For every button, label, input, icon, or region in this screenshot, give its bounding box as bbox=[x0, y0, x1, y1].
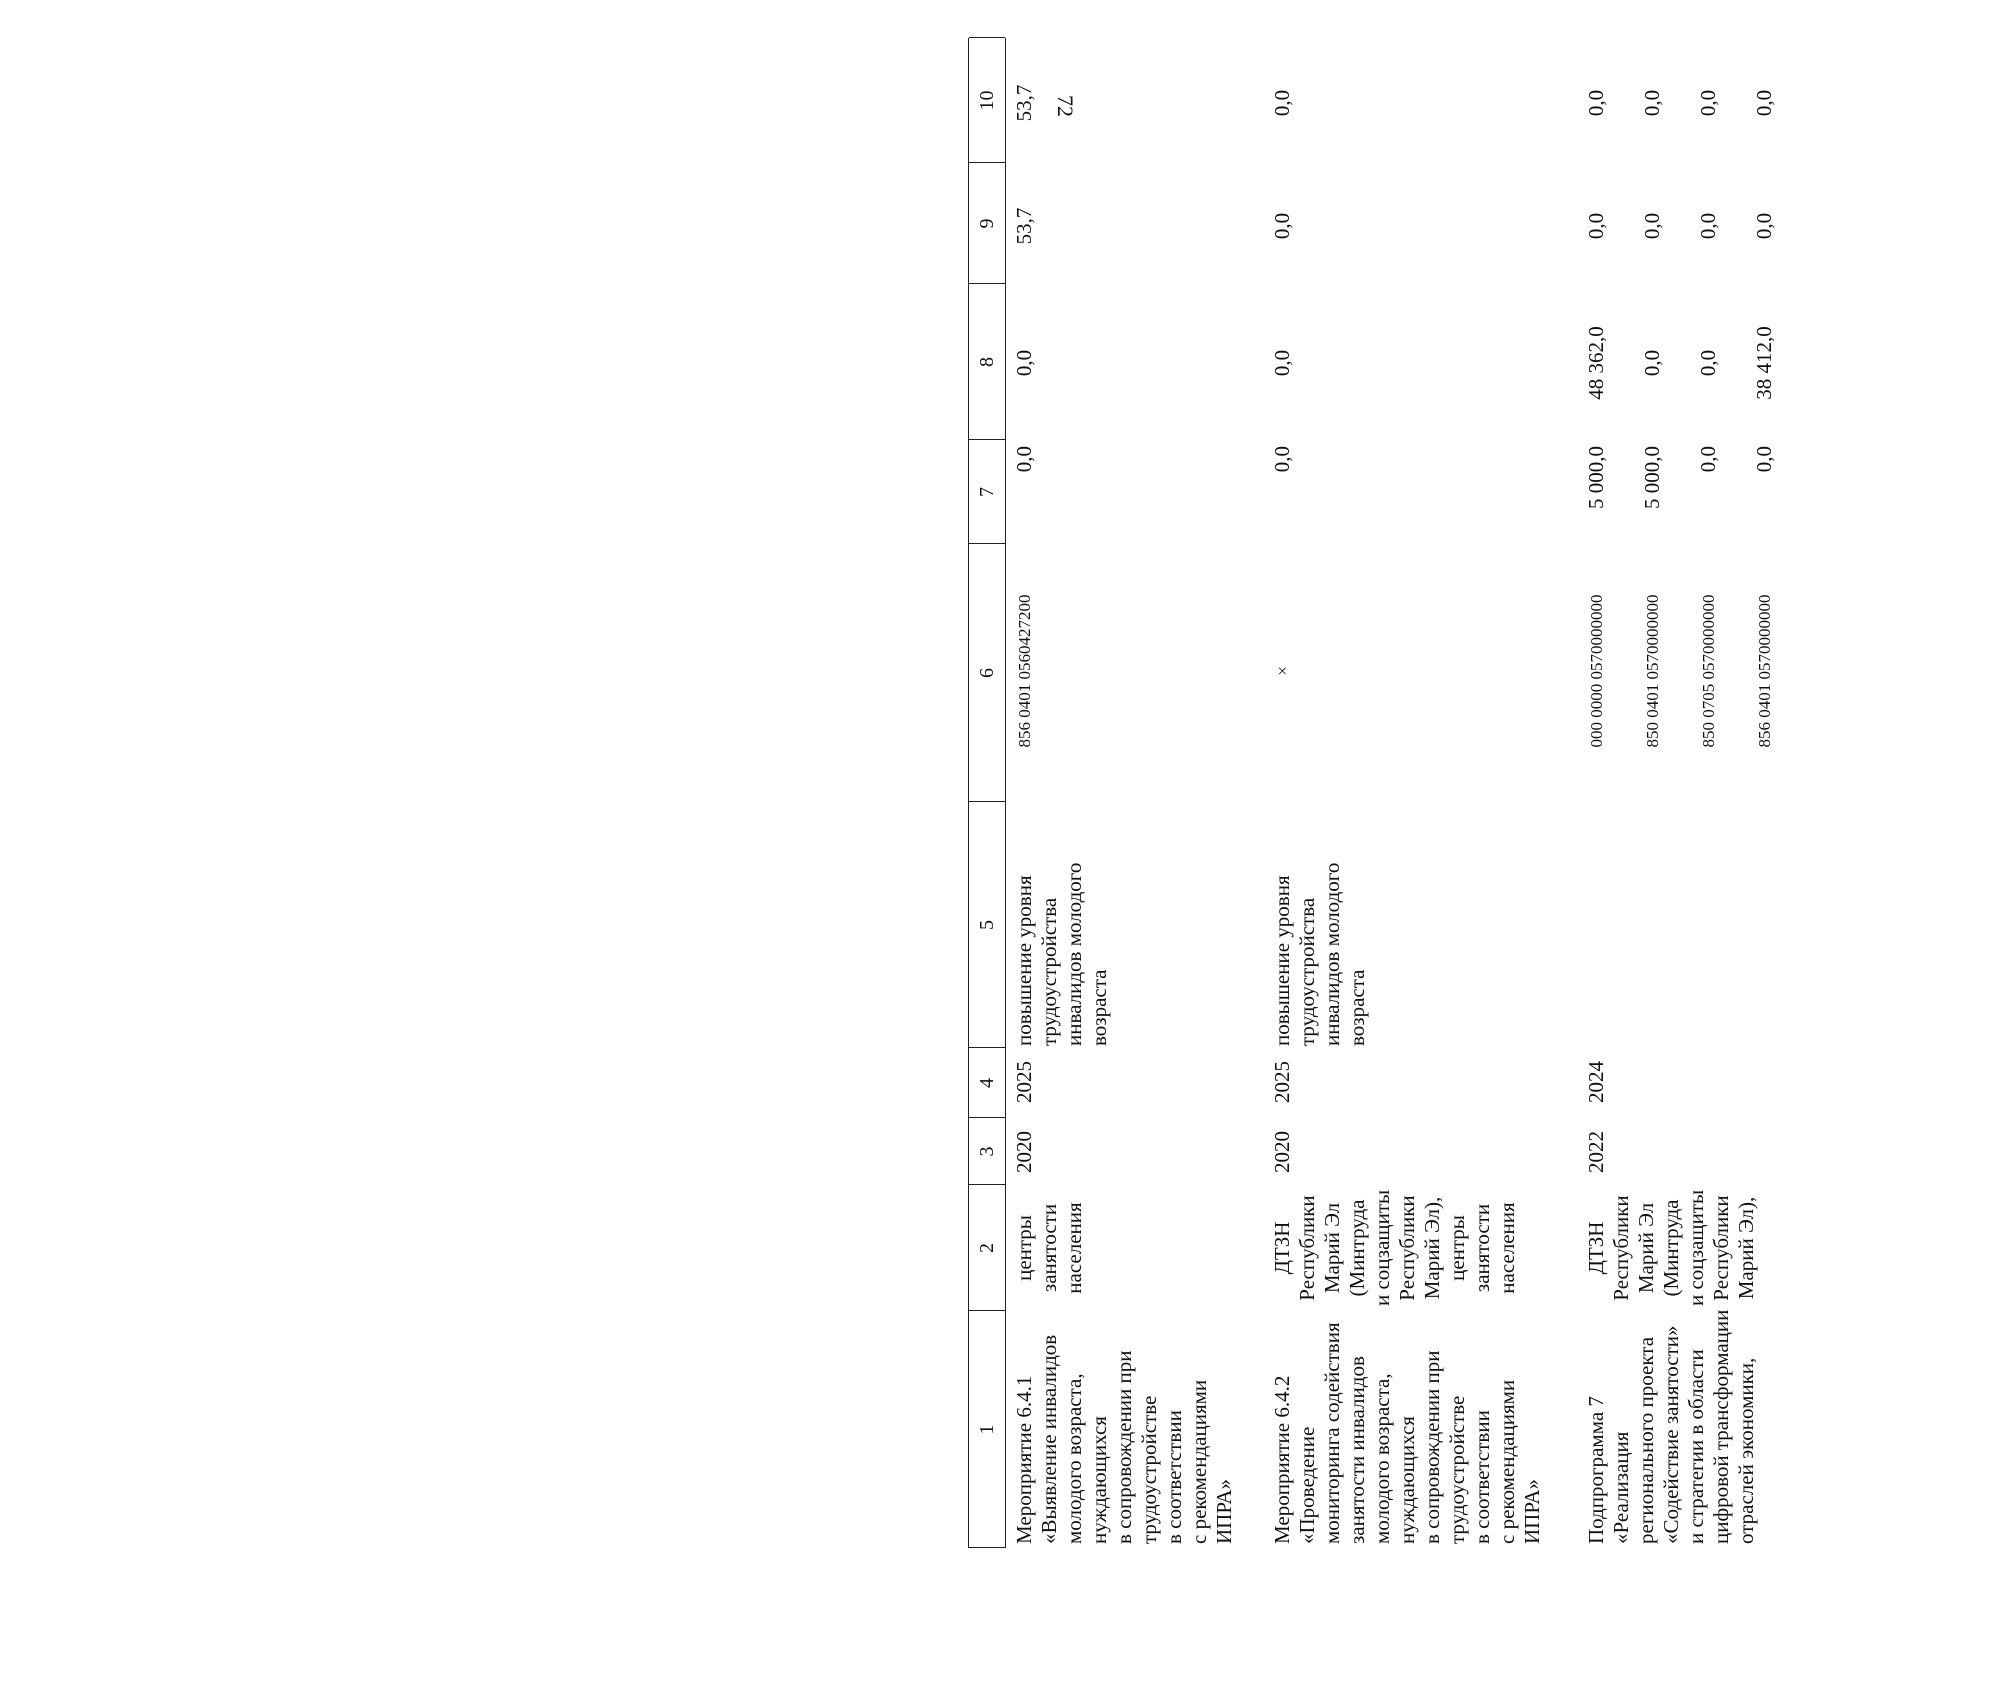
budget-table bbox=[968, 38, 2008, 1548]
cell-line: Мероприятие 6.4.1 bbox=[1012, 1375, 1036, 1544]
cell-line: 0,0 bbox=[1584, 89, 1608, 117]
cell-line: 0,0 bbox=[1012, 349, 1036, 377]
cell-line: 38 412,0 bbox=[1752, 326, 1776, 400]
table-header bbox=[968, 38, 1006, 1548]
cell-line: мониторинга содействия bbox=[1320, 1322, 1344, 1544]
row-1-col-4 bbox=[1012, 1054, 1037, 1110]
cell-line: ИПРА» bbox=[1520, 1479, 1544, 1544]
row-2-col-9 bbox=[1270, 166, 1295, 286]
cell-line: 0,0 bbox=[1640, 212, 1664, 240]
cell-line: нуждающихся bbox=[1087, 1416, 1111, 1544]
header-divider bbox=[969, 1117, 1005, 1118]
cell-line: 0,0 bbox=[1696, 349, 1720, 377]
cell-line: 0,0 bbox=[1696, 446, 1720, 473]
cell-line: регионального проекта bbox=[1634, 1336, 1658, 1544]
cell-line: трудоустройства bbox=[1295, 897, 1319, 1046]
cell-line: Республики bbox=[1709, 1195, 1733, 1301]
cell-line: 000 0000 0570000000 bbox=[1587, 594, 1606, 748]
cell-line: молодого возраста, bbox=[1062, 1373, 1086, 1544]
cell-line: и соцзащиты bbox=[1684, 1189, 1708, 1306]
column-header-3: 3 bbox=[976, 1146, 998, 1157]
cell-line: 0,0 bbox=[1270, 89, 1294, 117]
cell-line: 0,0 bbox=[1752, 212, 1776, 240]
row-2-col-10 bbox=[1270, 48, 1295, 158]
cell-line: «Содействие занятости» bbox=[1659, 1325, 1683, 1544]
header-divider bbox=[969, 1047, 1005, 1048]
cell-line: «Проведение bbox=[1295, 1426, 1319, 1544]
cell-line: (Минтруда bbox=[1345, 1199, 1369, 1297]
row-3-col-6 bbox=[1584, 546, 1777, 796]
cell-line: 850 0401 0570000000 bbox=[1643, 594, 1662, 748]
row-1-col-7 bbox=[1012, 446, 1037, 546]
cell-line: Республики bbox=[1295, 1195, 1319, 1301]
column-header-4: 4 bbox=[976, 1078, 998, 1088]
cell-line: 0,0 bbox=[1640, 349, 1664, 377]
row-2-col-5 bbox=[1270, 806, 1370, 1046]
column-header-10: 10 bbox=[976, 90, 998, 111]
cell-line: Мероприятие 6.4.2 bbox=[1270, 1375, 1294, 1544]
header-divider bbox=[969, 1310, 1005, 1311]
cell-line: 0,0 bbox=[1640, 89, 1664, 117]
cell-line: 2025 bbox=[1270, 1061, 1294, 1103]
cell-line: трудоустройстве bbox=[1137, 1395, 1161, 1544]
cell-line: 0,0 bbox=[1752, 89, 1776, 117]
cell-line: возраста bbox=[1087, 969, 1111, 1046]
header-divider bbox=[969, 439, 1005, 440]
row-1-col-2 bbox=[1012, 1190, 1087, 1306]
cell-line: 2025 bbox=[1012, 1061, 1036, 1103]
row-1-col-9 bbox=[1012, 166, 1037, 286]
cell-line: 856 0401 0560427200 bbox=[1015, 594, 1034, 748]
cell-line: повышение уровня bbox=[1270, 875, 1294, 1046]
cell-line: в сопровождении при bbox=[1420, 1350, 1444, 1544]
column-header-6: 6 bbox=[976, 668, 998, 678]
cell-line: нуждающихся bbox=[1395, 1416, 1419, 1544]
row-3-col-3 bbox=[1584, 1124, 1609, 1180]
cell-line: повышение уровня bbox=[1012, 875, 1036, 1046]
cell-line: 856 0401 0570000000 bbox=[1755, 594, 1774, 748]
cell-line: занятости инвалидов bbox=[1345, 1356, 1369, 1544]
cell-line: ДТЗН bbox=[1270, 1221, 1294, 1275]
cell-line: 53,7 bbox=[1012, 207, 1036, 245]
cell-line: 5 000,0 bbox=[1584, 446, 1608, 509]
column-header-5: 5 bbox=[976, 920, 998, 930]
cell-line: в сопровождении при bbox=[1112, 1350, 1136, 1544]
cell-line: Марий Эл), bbox=[1734, 1196, 1758, 1300]
cell-line: и стратегии в области bbox=[1684, 1349, 1708, 1544]
cell-line: занятости bbox=[1470, 1203, 1494, 1293]
cell-line: с рекомендациями bbox=[1187, 1379, 1211, 1544]
cell-line: населения bbox=[1495, 1202, 1519, 1294]
row-3-col-7 bbox=[1584, 446, 1777, 546]
cell-line: цифровой трансформации bbox=[1709, 1309, 1733, 1544]
row-3-col-9 bbox=[1584, 166, 1777, 286]
cell-line: центры bbox=[1445, 1215, 1469, 1281]
row-3-col-1 bbox=[1584, 1309, 1759, 1544]
header-divider bbox=[969, 543, 1005, 544]
row-3-col-4 bbox=[1584, 1054, 1609, 1110]
row-2-col-6 bbox=[1270, 546, 1295, 796]
row-3-col-8 bbox=[1584, 288, 1777, 438]
cell-line: 2024 bbox=[1584, 1061, 1608, 1103]
cell-line: «Выявление инвалидов bbox=[1037, 1334, 1061, 1544]
row-1-col-6 bbox=[1012, 546, 1037, 796]
cell-line: 0,0 bbox=[1752, 446, 1776, 473]
cell-line: «Реализация bbox=[1609, 1431, 1633, 1544]
header-divider bbox=[969, 1184, 1005, 1185]
row-1-col-5 bbox=[1012, 806, 1112, 1046]
row-2-col-3 bbox=[1270, 1124, 1295, 1180]
row-2-col-4 bbox=[1270, 1054, 1295, 1110]
column-header-9: 9 bbox=[976, 218, 998, 229]
cell-line: ДТЗН bbox=[1584, 1221, 1608, 1275]
cell-line: Республики bbox=[1395, 1195, 1419, 1301]
cell-line: трудоустройстве bbox=[1445, 1395, 1469, 1544]
cell-line: возраста bbox=[1345, 969, 1369, 1046]
row-1-col-1 bbox=[1012, 1312, 1237, 1544]
cell-line: и соцзащиты bbox=[1370, 1189, 1394, 1306]
row-3-col-10 bbox=[1584, 48, 1777, 158]
cell-line: (Минтруда bbox=[1659, 1199, 1683, 1297]
cell-line: 2020 bbox=[1012, 1131, 1036, 1173]
row-2-col-8 bbox=[1270, 288, 1295, 438]
header-divider bbox=[969, 37, 1005, 38]
row-2-col-7 bbox=[1270, 446, 1295, 546]
row-2-col-1 bbox=[1270, 1312, 1545, 1544]
cell-line: занятости bbox=[1037, 1203, 1061, 1293]
cell-line: населения bbox=[1062, 1202, 1086, 1294]
column-header-8: 8 bbox=[976, 357, 998, 367]
cell-line: отраслей экономики, bbox=[1734, 1357, 1758, 1544]
cell-line: с рекомендациями bbox=[1495, 1379, 1519, 1544]
cell-line: инвалидов молодого bbox=[1320, 862, 1344, 1046]
cell-line: ИПРА» bbox=[1212, 1479, 1236, 1544]
cell-line: 2020 bbox=[1270, 1131, 1294, 1173]
cell-line: 5 000,0 bbox=[1640, 446, 1664, 509]
header-divider bbox=[969, 801, 1005, 802]
column-header-1: 1 bbox=[976, 1424, 998, 1435]
row-1-col-8 bbox=[1012, 288, 1037, 438]
cell-line: 0,0 bbox=[1696, 89, 1720, 117]
cell-line: 0,0 bbox=[1270, 212, 1294, 240]
row-1-col-3 bbox=[1012, 1124, 1037, 1180]
header-divider bbox=[969, 283, 1005, 284]
cell-line: 2022 bbox=[1584, 1131, 1608, 1173]
cell-line: молодого возраста, bbox=[1370, 1373, 1394, 1544]
cell-line: 850 0705 0570000000 bbox=[1699, 594, 1718, 748]
cell-line: инвалидов молодого bbox=[1062, 862, 1086, 1046]
cell-line: Республики bbox=[1609, 1195, 1633, 1301]
cell-line: 0,0 bbox=[1584, 212, 1608, 240]
cell-line: Подпрограмма 7 bbox=[1584, 1396, 1608, 1544]
column-header-2: 2 bbox=[976, 1243, 998, 1253]
cell-line: 53,7 bbox=[1012, 84, 1036, 122]
header-divider bbox=[969, 1547, 1005, 1548]
cell-line: × bbox=[1273, 666, 1292, 676]
cell-line: Марий Эл bbox=[1634, 1202, 1658, 1294]
header-divider bbox=[969, 162, 1005, 163]
column-header-7: 7 bbox=[976, 487, 998, 497]
cell-line: в соответствии bbox=[1470, 1410, 1494, 1544]
cell-line: 0,0 bbox=[1270, 446, 1294, 473]
cell-line: трудоустройства bbox=[1037, 897, 1061, 1046]
cell-line: в соответствии bbox=[1162, 1410, 1186, 1544]
cell-line: Марий Эл bbox=[1320, 1202, 1344, 1294]
cell-line: 0,0 bbox=[1696, 212, 1720, 240]
row-1-col-10 bbox=[1012, 48, 1037, 158]
cell-line: Марий Эл), bbox=[1420, 1196, 1444, 1300]
row-2-col-2 bbox=[1270, 1190, 1520, 1306]
cell-line: центры bbox=[1012, 1215, 1036, 1281]
cell-line: 48 362,0 bbox=[1584, 326, 1608, 400]
page-number: 72 bbox=[1053, 95, 1078, 117]
cell-line: 0,0 bbox=[1012, 446, 1036, 473]
row-3-col-2 bbox=[1584, 1190, 1759, 1306]
cell-line: 0,0 bbox=[1270, 349, 1294, 377]
